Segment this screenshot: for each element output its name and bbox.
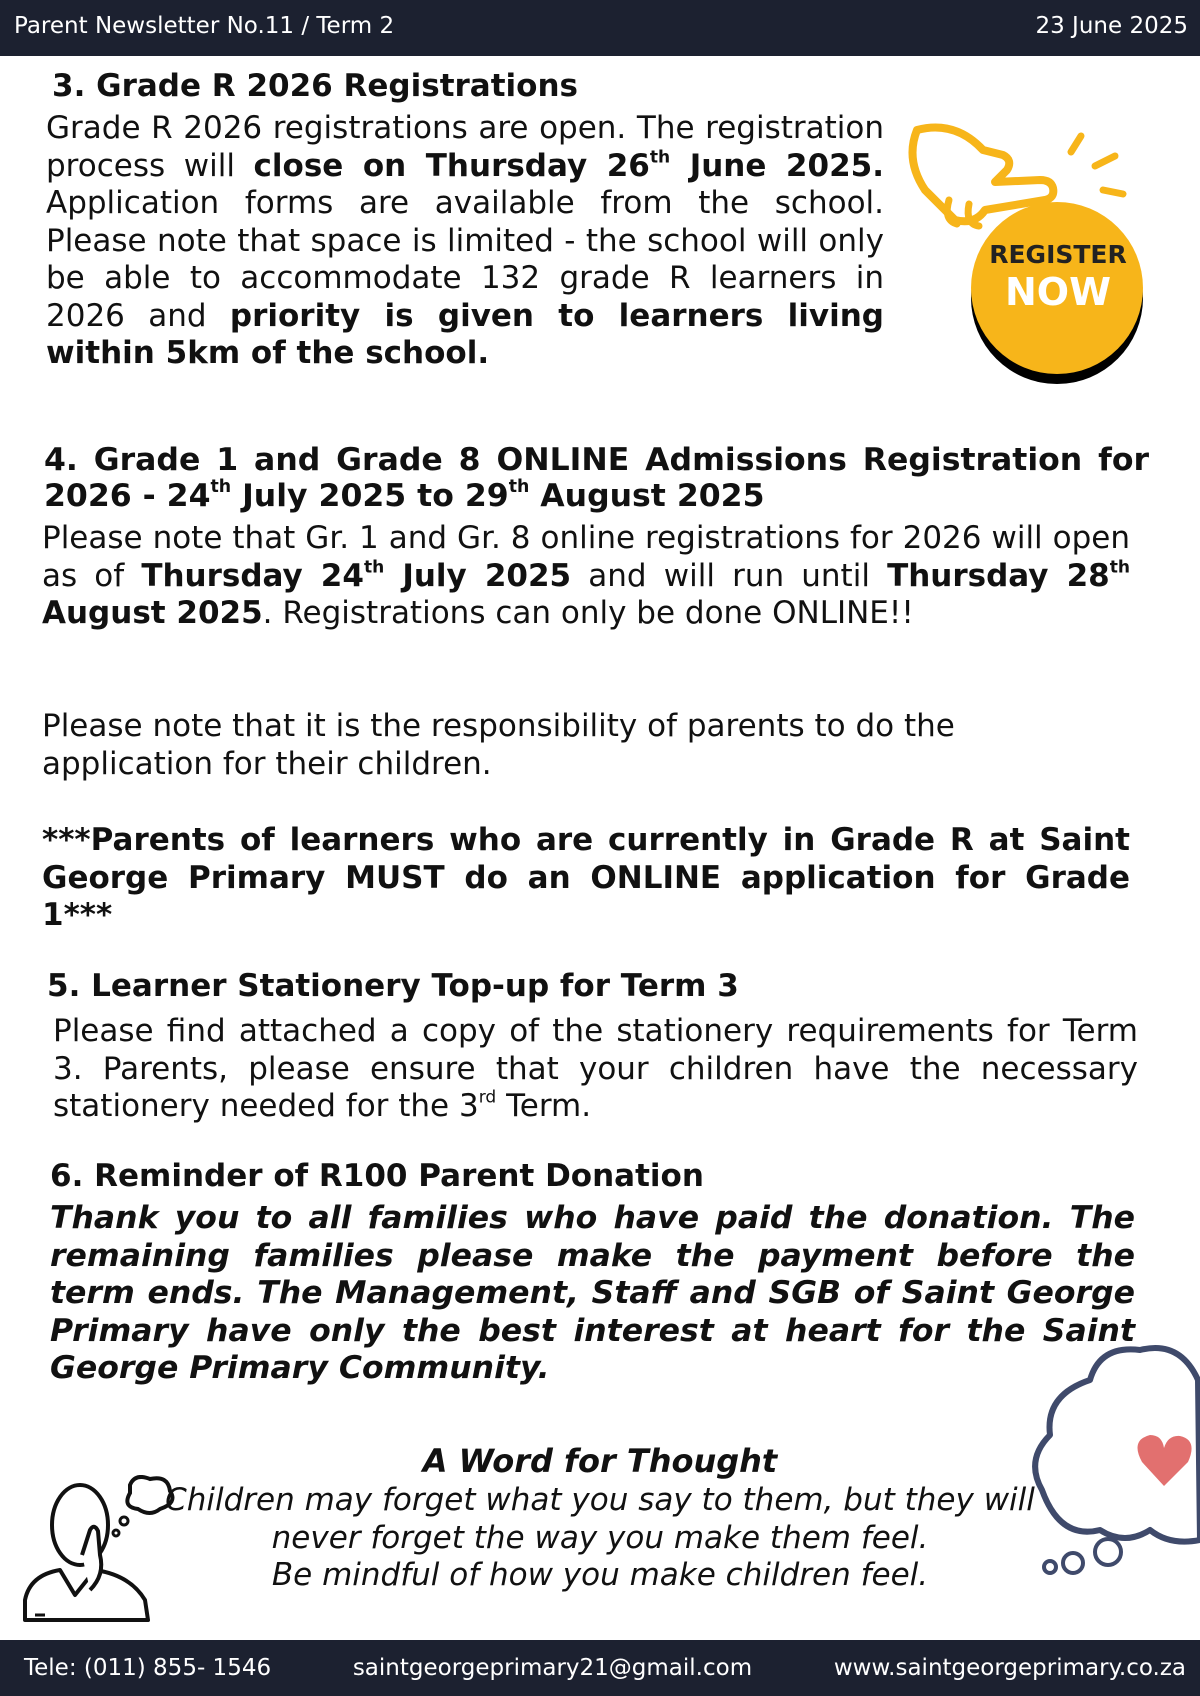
thought-quote: [165, 1482, 1035, 1595]
header-bar: [0, 0, 1200, 56]
badge-text-now: NOW: [1004, 270, 1112, 314]
section-4-text-2: Please note that it is the responsibility of parents to do the application for their children.: [42, 708, 955, 782]
section-6-heading: 6. Reminder of R100 Parent Donation: [50, 1158, 704, 1194]
section-5-heading: 5. Learner Stationery Top-up for Term 3: [47, 968, 739, 1004]
footer-website[interactable]: www.saintgeorgeprimary.co.za: [833, 1655, 1186, 1681]
section-3-heading: 3. Grade R 2026 Registrations: [52, 68, 578, 104]
newsletter-title: Parent Newsletter No.11 / Term 2: [14, 13, 395, 39]
thought-quote-line-2: Be mindful of how you make children feel.: [271, 1557, 929, 1593]
section-3-text: Grade R 2026 registrations are open. The registration process will close on Thursday 26th June 2025. Application forms are available from the school. Please note that space is limited - the school will only be able to accommodate 132 grade R learners in 2026 and priority is given to learners living within 5km of the school.: [46, 110, 884, 371]
badge-text-register: REGISTER: [989, 240, 1127, 269]
footer-email[interactable]: saintgeorgeprimary21@gmail.com: [352, 1655, 753, 1681]
section-4-notice: ***Parents of learners who are currently in Grade R at Saint George Primary MUST do an ONLINE application for Grade 1***: [42, 822, 1130, 933]
section-4-heading: 4. Grade 1 and Grade 8 ONLINE Admissions Registration for 2026 - 24th July 2025 to 29th August 2025: [44, 442, 1149, 514]
register-now-badge: [895, 100, 1155, 390]
footer-phone[interactable]: Tele: (011) 855- 1546: [24, 1655, 272, 1681]
thought-quote-line-1: Children may forget what you say to them, but they will never forget the way you make them feel.: [165, 1482, 1035, 1556]
thought-cloud-heart-icon: [1030, 1340, 1200, 1580]
thought-heading: A Word for Thought: [422, 1442, 778, 1480]
footer-bar: [0, 1640, 1200, 1696]
thinking-person-icon: [20, 1475, 175, 1630]
section-5-text: Please find attached a copy of the stationery requirements for Term 3. Parents, please ensure that your children have the necessary stationery needed for the 3rd Term.: [53, 1013, 1138, 1124]
section-4-text-1: Please note that Gr. 1 and Gr. 8 online registrations for 2026 will open as of Thursday 24th July 2025 and will run until Thursday 28th August 2025. Registrations can only be done ONLINE!!: [42, 520, 1130, 631]
section-6-text: Thank you to all families who have paid the donation. The remaining families please make the payment before the term ends. The Management, Staff and SGB of Saint George Primary have only the best interest at heart for the Saint George Primary Community.: [50, 1200, 1135, 1386]
newsletter-date: 23 June 2025: [1035, 13, 1188, 39]
